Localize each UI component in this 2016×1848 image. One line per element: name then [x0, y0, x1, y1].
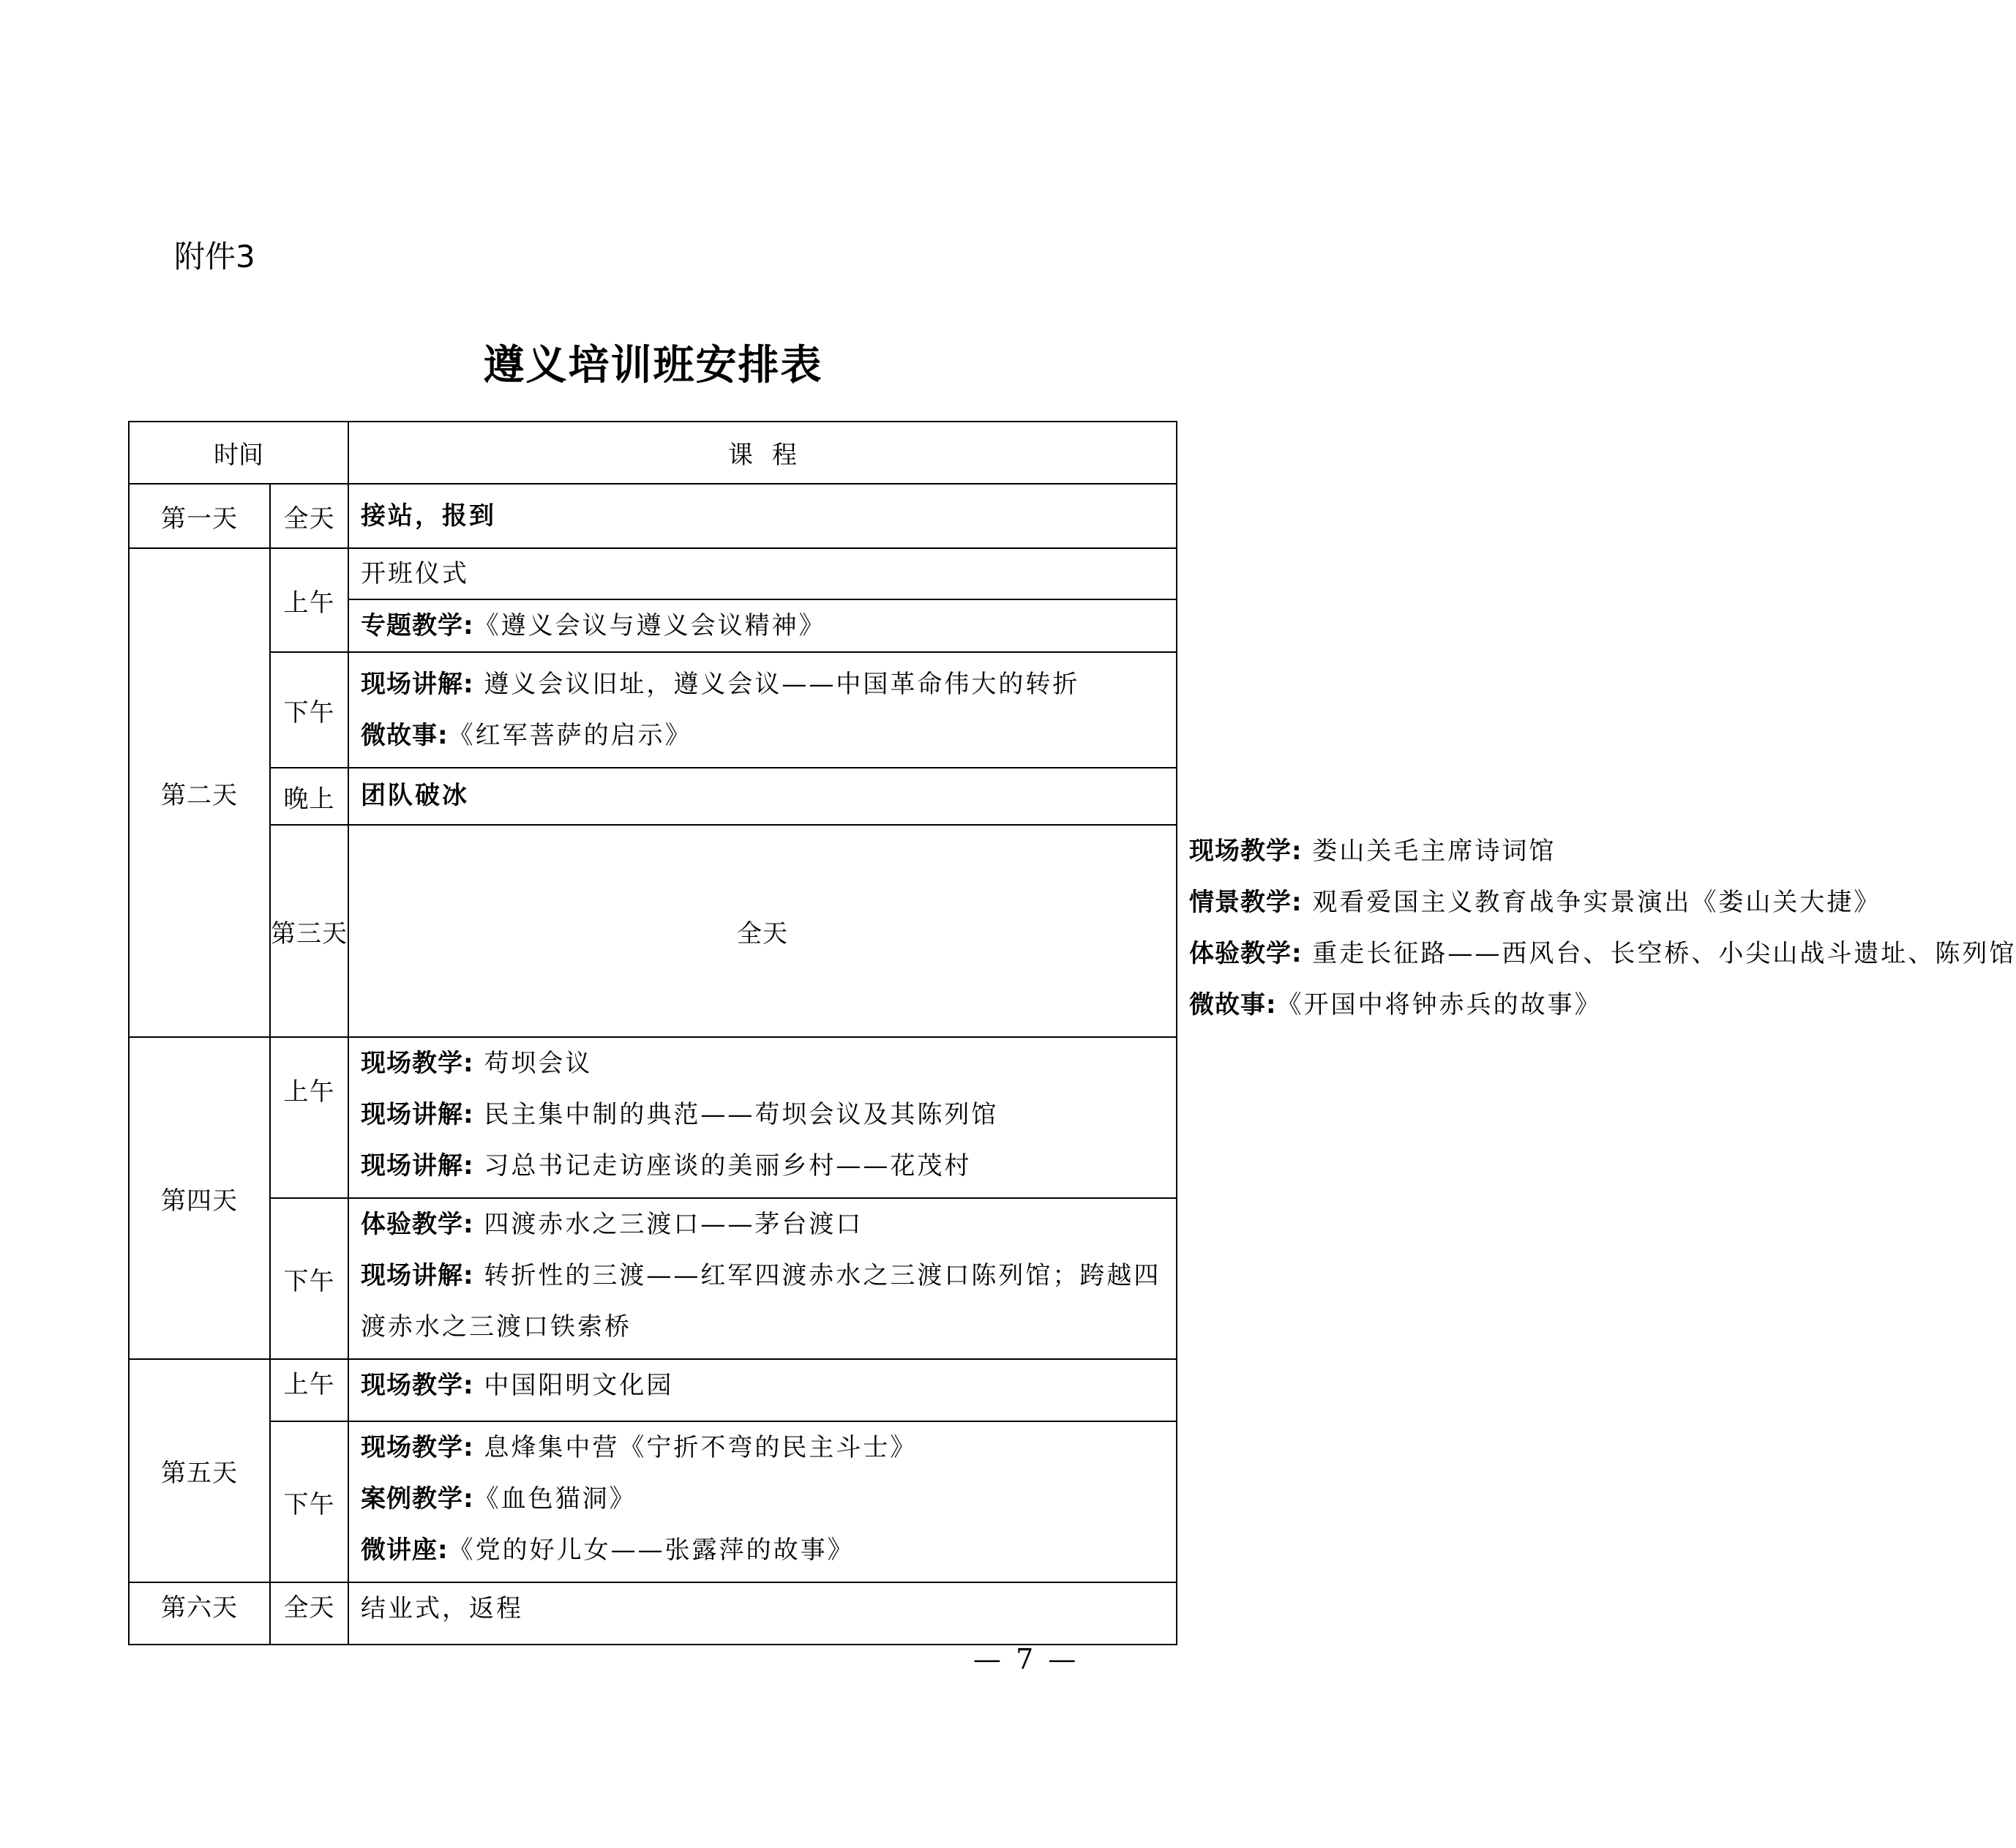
table-header-row — [129, 422, 1177, 484]
page-number: — 7 — — [973, 1643, 1079, 1675]
course-label: 体验教学: — [1189, 939, 1303, 968]
course-text: 息烽集中营《宁折不弯的民主斗士》 — [484, 1433, 918, 1462]
period-cell: 全天 — [270, 484, 348, 548]
table-row — [129, 1421, 1177, 1582]
course-cell — [348, 1421, 1177, 1582]
table-row — [129, 768, 1177, 825]
period-cell: 全天 — [270, 1582, 348, 1645]
course-cell — [348, 599, 1177, 652]
period-cell: 上午 — [270, 1037, 348, 1198]
course-text: 中国阳明文化园 — [484, 1371, 674, 1400]
page-title: 遵义培训班安排表 — [483, 341, 823, 389]
course-text: 《血色猫洞》 — [473, 1484, 637, 1514]
course-label: 现场教学: — [361, 1371, 474, 1400]
day-cell: 第四天 — [129, 1037, 270, 1359]
course-text: 重走长征路——西风台、长空桥、小尖山战斗遗址、陈列馆 — [1312, 939, 2016, 968]
course-text: 习总书记走访座谈的美丽乡村——花茂村 — [484, 1151, 972, 1181]
schedule-table — [128, 421, 2016, 1645]
day-cell: 第五天 — [129, 1359, 270, 1582]
table-row — [129, 484, 1177, 548]
day-cell: 第一天 — [129, 484, 270, 548]
course-cell — [348, 652, 1177, 768]
period-cell: 下午 — [270, 1198, 348, 1359]
period-cell: 晚上 — [270, 768, 348, 825]
course-cell — [348, 1198, 1177, 1359]
table-row — [129, 1037, 1177, 1198]
period-cell: 下午 — [270, 652, 348, 768]
course-text: 结业式，返程 — [361, 1594, 523, 1623]
course-label: 现场教学: — [1189, 837, 1303, 866]
period-cell: 上午 — [270, 1359, 348, 1421]
course-text: 《党的好儿女——张露萍的故事》 — [448, 1535, 855, 1565]
course-cell — [348, 768, 1177, 825]
course-label: 案例教学: — [361, 1484, 474, 1514]
day-cell: 第二天 — [129, 548, 270, 1037]
course-text: 接站，报到 — [361, 501, 496, 531]
header-time: 时间 — [129, 422, 348, 484]
attachment-label: 附件3 — [174, 239, 255, 274]
course-cell — [348, 1582, 1177, 1645]
course-label: 微故事: — [1189, 990, 1277, 1020]
course-label: 现场讲解: — [361, 1261, 474, 1290]
table-row — [129, 1359, 1177, 1421]
course-label: 专题教学: — [361, 611, 474, 640]
course-label: 微讲座: — [361, 1535, 449, 1565]
course-label: 微故事: — [361, 721, 449, 750]
day-cell: 第三天 — [270, 825, 348, 1037]
period-cell: 全天 — [348, 825, 1177, 1037]
day-cell: 第六天 — [129, 1582, 270, 1645]
course-cell — [348, 548, 1177, 599]
course-text: 民主集中制的典范——苟坝会议及其陈列馆 — [484, 1100, 999, 1129]
table-row — [129, 825, 1177, 1037]
course-text: 转折性的三渡——红军四渡赤水之三渡口陈列馆；跨越四渡赤水之三渡口铁索桥 — [361, 1261, 1161, 1342]
course-label: 现场教学: — [361, 1049, 474, 1078]
course-label: 情景教学: — [1189, 888, 1303, 917]
course-cell — [348, 484, 1177, 548]
period-cell: 上午 — [270, 548, 348, 652]
course-label: 现场讲解: — [361, 670, 474, 699]
course-text: 遵义会议旧址，遵义会议——中国革命伟大的转折 — [484, 670, 1080, 699]
course-text: 团队破冰 — [361, 781, 469, 810]
course-text: 开班仪式 — [361, 559, 469, 588]
header-course — [348, 422, 1177, 484]
period-cell: 下午 — [270, 1421, 348, 1582]
table-row — [129, 548, 1177, 599]
course-label: 现场教学: — [361, 1433, 474, 1462]
course-text: 四渡赤水之三渡口——茅台渡口 — [484, 1210, 863, 1239]
course-text: 《遵义会议与遵义会议精神》 — [473, 611, 826, 640]
course-text: 《红军菩萨的启示》 — [448, 721, 692, 750]
course-label: 现场讲解: — [361, 1100, 474, 1129]
course-label: 体验教学: — [361, 1210, 474, 1239]
table-row — [129, 652, 1177, 768]
course-cell — [348, 1037, 1177, 1198]
course-text: 观看爱国主义教育战争实景演出《娄山关大捷》 — [1312, 888, 1881, 917]
course-cell — [348, 1359, 1177, 1421]
course-label: 现场讲解: — [361, 1151, 474, 1181]
course-text: 苟坝会议 — [484, 1049, 593, 1078]
header-course-text: 课程 — [728, 441, 816, 470]
course-text: 《开国中将钟赤兵的故事》 — [1276, 990, 1602, 1020]
table-row — [129, 1582, 1177, 1645]
course-text: 娄山关毛主席诗词馆 — [1312, 837, 1556, 866]
table-row — [129, 1198, 1177, 1359]
